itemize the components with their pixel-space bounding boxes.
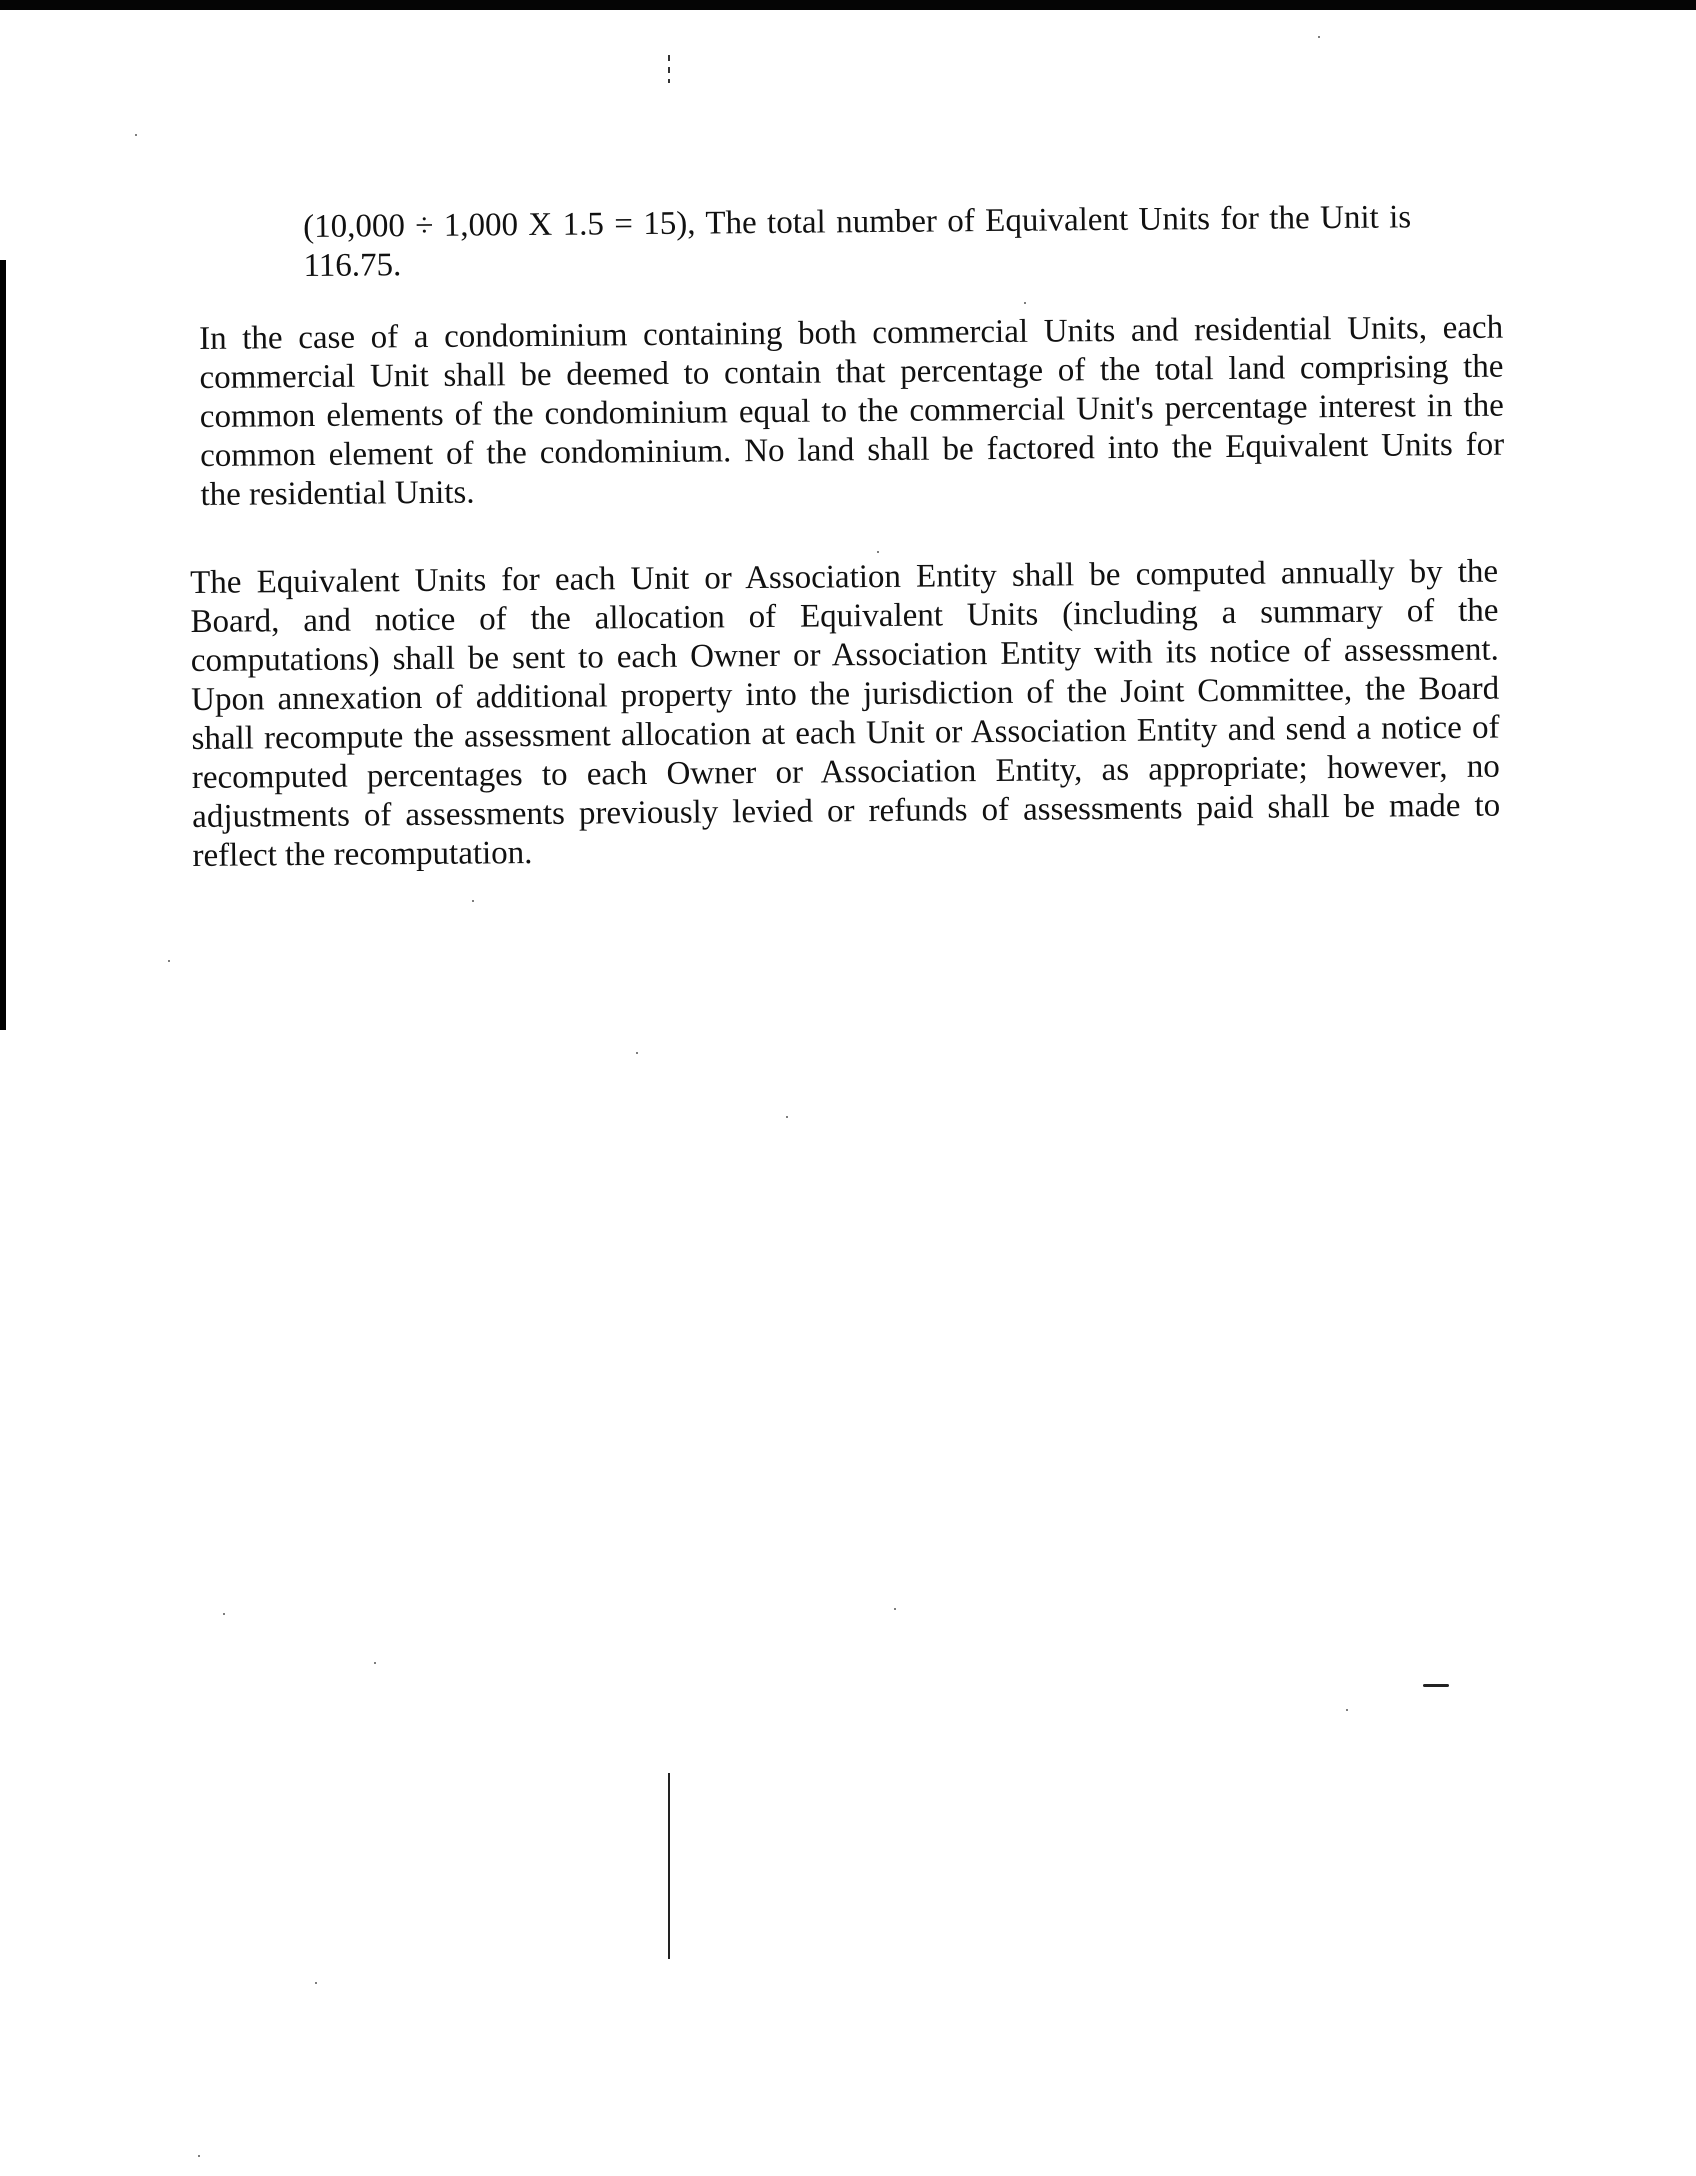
scan-speck (198, 2155, 200, 2157)
paragraph-line: adjustments of assessments previously levied or refunds of assessments paid shall be made to (192, 787, 1501, 835)
paragraph-condominium-units (199, 309, 1505, 515)
scan-speck (1346, 1709, 1348, 1711)
paragraph-line: computations) shall be sent to each Owner or Association Entity with its notice of assessment. (190, 631, 1499, 679)
scan-left-shadow (0, 260, 6, 1030)
paragraph-line: Board, and notice of the allocation of Equivalent Units (including a summary of the (190, 592, 1499, 640)
paragraph-equivalent-units-computation (190, 553, 1501, 876)
paragraph-line: commercial Unit shall be deemed to contain that percentage of the total land comprising the (199, 348, 1504, 396)
paragraph-line: 116.75. (303, 247, 402, 284)
scan-speck (223, 1613, 225, 1615)
scan-speck (1024, 302, 1026, 304)
scan-speck (786, 1116, 788, 1118)
scan-speck (374, 1662, 376, 1664)
fold-mark-bottom (668, 1773, 670, 1959)
paragraph-line: common elements of the condominium equal to the commercial Unit's percentage interest in the (199, 387, 1504, 435)
paragraph-line: reflect the recomputation. (192, 835, 533, 874)
paragraph-line: common element of the condominium. No land shall be factored into the Equivalent Units for (200, 426, 1505, 474)
scan-speck (877, 551, 879, 553)
scan-speck (894, 1608, 896, 1610)
scan-speck (472, 900, 474, 902)
paragraph-calculation-result (303, 198, 1412, 286)
fold-mark-top (668, 55, 670, 83)
paragraph-line: The Equivalent Units for each Unit or Association Entity shall be computed annually by the (190, 553, 1499, 601)
paragraph-line: recomputed percentages to each Owner or Association Entity, as appropriate; however, no (191, 748, 1500, 796)
scan-speck (315, 1982, 317, 1984)
paragraph-line: In the case of a condominium containing both commercial Units and residential Units, each (199, 309, 1504, 357)
scan-speck (135, 134, 137, 136)
paragraph-line: Upon annexation of additional property into the jurisdiction of the Joint Committee, the Board (191, 670, 1500, 718)
scan-speck (1318, 36, 1320, 38)
stray-dash-mark (1423, 1684, 1449, 1687)
scan-speck (636, 1052, 638, 1054)
paragraph-line: the residential Units. (200, 474, 475, 513)
scan-top-border (0, 0, 1696, 10)
paragraph-line: shall recompute the assessment allocation at each Unit or Association Entity and send a notice of (191, 709, 1500, 757)
scan-speck (168, 960, 170, 962)
paragraph-line: (10,000 ÷ 1,000 X 1.5 = 15), The total number of Equivalent Units for the Unit is (303, 199, 1412, 245)
